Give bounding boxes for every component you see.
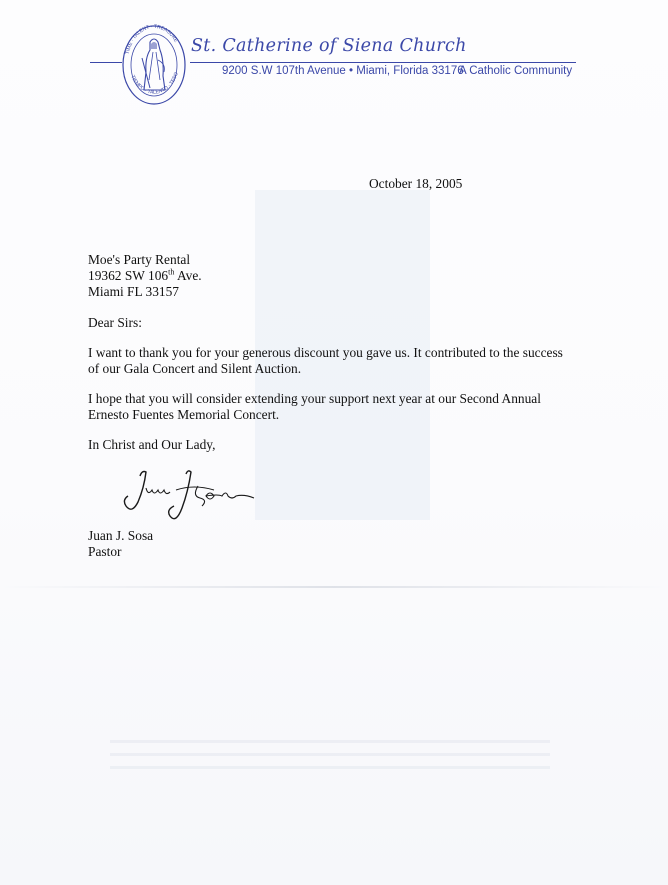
closing: In Christ and Our Lady, [88, 437, 216, 452]
church-tagline: A Catholic Community [459, 65, 573, 77]
paragraph-1-line-1: I want to thank you for your generous discount you gave us. It contributed to the success [88, 345, 563, 360]
recipient-city: Miami FL 33157 [88, 284, 180, 299]
recipient-street [88, 268, 202, 284]
seal-top-text: TIME · TALENT · TREASURE [124, 23, 179, 55]
paragraph-2-line-1: I hope that you will consider extending your support next year at our Second Annual [88, 391, 541, 406]
paragraph-2-line-2: Ernesto Fuentes Memorial Concert. [88, 407, 280, 422]
recipient-street-suffix: th [168, 267, 175, 277]
seal-bottom-text: TIEMPO · TALENTO · TESO [129, 71, 180, 96]
signer-title: Pastor [88, 544, 122, 559]
paragraph-1-line-2: of our Gala Concert and Silent Auction. [88, 361, 302, 376]
recipient-street-rest: Ave. [174, 268, 202, 283]
recipient-name: Moe's Party Rental [88, 252, 191, 267]
church-name: St. Catherine of Siena Church [191, 36, 467, 56]
reverse-side-bleed [110, 730, 550, 790]
signer-name: Juan J. Sosa [88, 528, 154, 543]
salutation: Dear Sirs: [88, 315, 142, 330]
paper-fold-line [0, 586, 668, 588]
church-seal-logo [120, 20, 188, 106]
recipient-street-number: 19362 SW 106 [88, 268, 169, 283]
church-address: 9200 S.W 107th Avenue • Miami, Florida 33176 [222, 65, 464, 77]
letterhead-rule [190, 62, 576, 63]
letter-date: October 18, 2005 [369, 176, 463, 191]
handwritten-signature [118, 466, 266, 528]
letterhead-rule-left [90, 62, 122, 63]
